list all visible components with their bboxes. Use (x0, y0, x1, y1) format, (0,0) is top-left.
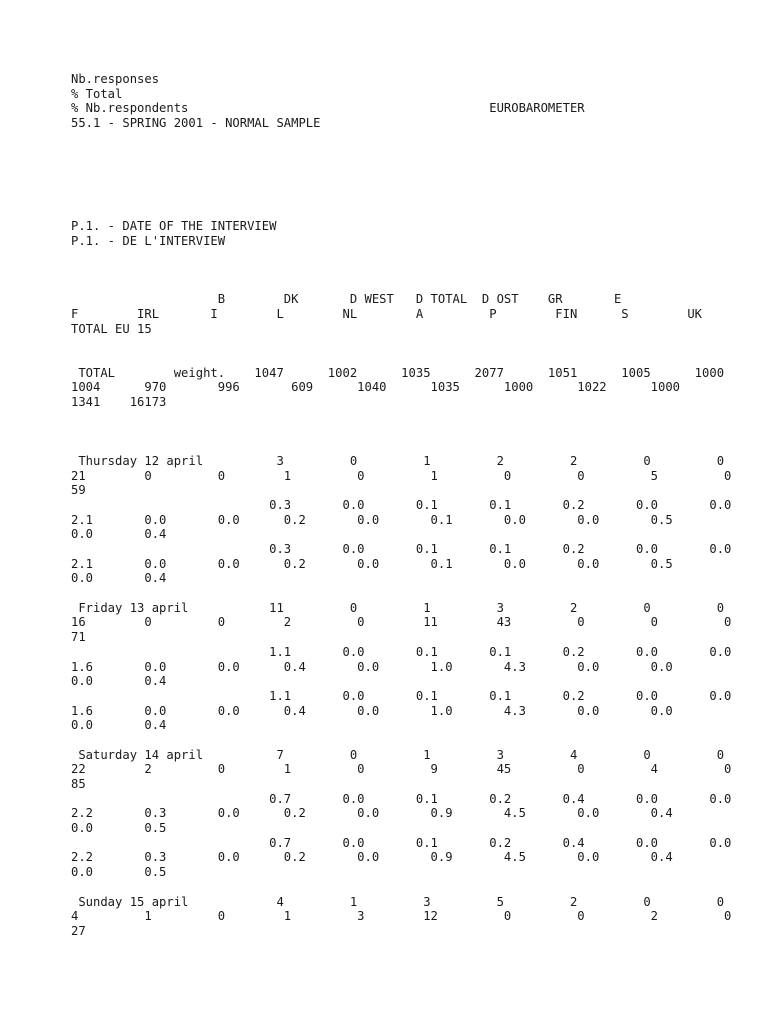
total-row (71, 365, 725, 410)
header-line: 55.1 - SPRING 2001 - NORMAL SAMPLE (71, 116, 321, 131)
data-line: Thursday 12 april 3 0 1 2 2 0 0 (71, 453, 725, 468)
data-row-thursday (71, 453, 732, 586)
data-line: 2.1 0.0 0.0 0.2 0.0 0.1 0.0 0.0 0.5 (71, 512, 673, 527)
total-line: TOTAL weight. 1047 1002 1035 2077 1051 1005 1000 (71, 365, 725, 380)
data-line: Friday 13 april 11 0 1 3 2 0 0 (71, 600, 725, 615)
total-line: 1341 16173 (71, 395, 167, 410)
data-line: 0.3 0.0 0.1 0.1 0.2 0.0 0.0 (71, 497, 732, 512)
data-line: 21 0 0 1 0 1 0 0 5 0 (71, 468, 732, 483)
data-line: 85 (71, 777, 86, 791)
data-line: 0.0 0.4 (71, 674, 167, 689)
data-line: 1.1 0.0 0.1 0.1 0.2 0.0 0.0 (71, 644, 732, 659)
data-line: Saturday 14 april 7 0 1 3 4 0 0 (71, 747, 725, 762)
column-header-line: F IRL I L NL A P FIN S UK (71, 307, 703, 321)
data-line: 2.1 0.0 0.0 0.2 0.0 0.1 0.0 0.0 0.5 (71, 556, 673, 571)
document-page (71, 72, 732, 939)
data-line: 0.0 0.5 (71, 865, 167, 880)
column-header-line: TOTAL EU 15 (71, 321, 152, 336)
data-line: 59 (71, 483, 86, 498)
data-line: 71 (71, 630, 86, 645)
data-line: 0.7 0.0 0.1 0.2 0.4 0.0 0.0 (71, 791, 732, 806)
header-line: Nb.responses (71, 72, 160, 86)
question-line: P.1. - DATE OF THE INTERVIEW (71, 218, 277, 233)
data-line: 2.2 0.3 0.0 0.2 0.0 0.9 4.5 0.0 0.4 (71, 850, 673, 865)
data-line: 2.2 0.3 0.0 0.2 0.0 0.9 4.5 0.0 0.4 (71, 806, 673, 821)
column-headers (71, 292, 711, 336)
data-line: 16 0 0 2 0 11 43 0 0 0 (71, 615, 732, 630)
data-line: 22 2 0 1 0 9 45 0 4 0 (71, 762, 732, 777)
data-line: Sunday 15 april 4 1 3 5 2 0 0 (71, 894, 725, 909)
header-line: % Nb.respondents EUROBAROMETER (71, 101, 585, 116)
data-line: 27 (71, 923, 86, 938)
data-line: 1.6 0.0 0.0 0.4 0.0 1.0 4.3 0.0 0.0 (71, 659, 673, 674)
data-line: 0.0 0.4 (71, 527, 167, 542)
data-row-saturday (71, 747, 732, 880)
question-title (71, 219, 711, 248)
question-line: P.1. - DE L'INTERVIEW (71, 233, 226, 248)
header-line: % Total (71, 86, 123, 101)
data-line: 0.7 0.0 0.1 0.2 0.4 0.0 0.0 (71, 835, 732, 850)
column-header-line: B DK D WEST D TOTAL D OST GR E (71, 292, 622, 307)
data-line: 0.0 0.4 (71, 718, 167, 733)
data-row-friday (71, 600, 732, 733)
data-line: 0.3 0.0 0.1 0.1 0.2 0.0 0.0 (71, 542, 732, 556)
total-line: 1004 970 996 609 1040 1035 1000 1022 1000 (71, 380, 681, 395)
data-line: 0.0 0.4 (71, 571, 167, 586)
data-line: 4 1 0 1 3 12 0 0 2 0 (71, 909, 732, 924)
data-line: 1.1 0.0 0.1 0.1 0.2 0.0 0.0 (71, 688, 732, 703)
data-line: 0.0 0.5 (71, 821, 167, 836)
report-header (71, 72, 711, 131)
data-row-sunday (71, 894, 732, 939)
data-line: 1.6 0.0 0.0 0.4 0.0 1.0 4.3 0.0 0.0 (71, 703, 673, 718)
